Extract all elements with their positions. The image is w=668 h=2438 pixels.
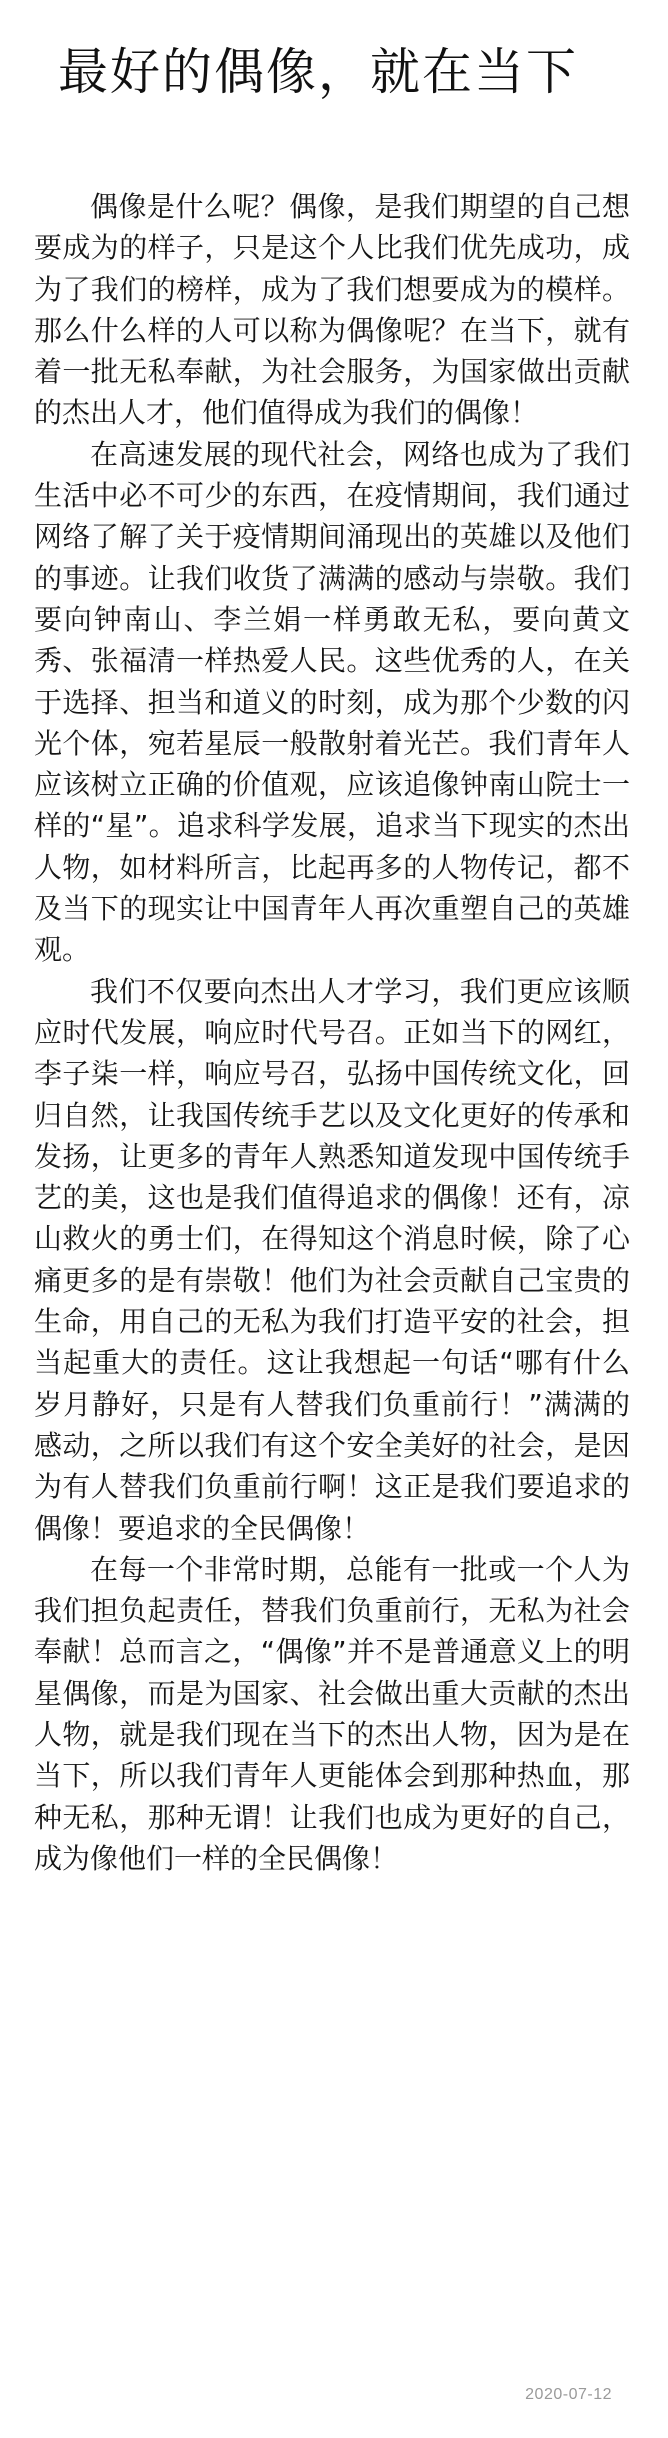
essay-paragraph-2: 在高速发展的现代社会，网络也成为了我们生活中必不可少的东西，在疫情期间，我们通过网络了解了关于疫情期间涌现出的英雄以及他们的事迹。让我们收货了满满的感动与崇敬。我们要向钟南山、李兰娟一样勇敢无私，要向黄文秀、张福清一样热爱人民。这些优秀的人，在关于选择、担当和道义的时刻，成为那个少数的闪光个体，宛若星辰一般散射着光芒。我们青年人应该树立正确的价值观，应该追像钟南山院士一样的“星”。追求科学发展，追求当下现实的杰出人物，如材料所言，比起再多的人物传记，都不及当下的现实让中国青年人再次重塑自己的英雄观。 (34, 437, 630, 967)
essay-paragraph-3: 我们不仅要向杰出人才学习，我们更应该顺应时代发展，响应时代号召。正如当下的网红，李子柒一样，响应号召，弘扬中国传统文化，回归自然，让我国传统手艺以及文化更好的传承和发扬，让更多的青年人熟悉知道发现中国传统手艺的美，这也是我们值得追求的偶像！还有，凉山救火的勇士们，在得知这个消息时候，除了心痛更多的是有崇敬！他们为社会贡献自己宝贵的生命，用自己的无私为我们打造平安的社会，担当起重大的责任。这让我想起一句话“哪有什么岁月静好，只是有人替我们负重前行！”满满的感动，之所以我们有这个安全美好的社会，是因为有人替我们负重前行啊！这正是我们要追求的偶像！要追求的全民偶像！ (34, 974, 630, 1545)
essay-paragraph-1: 偶像是什么呢？偶像，是我们期望的自己想要成为的样子，只是这个人比我们优先成功，成为了我们的榜样，成为了我们想要成为的模样。那么什么样的人可以称为偶像呢？在当下，就有着一批无私奉献，为社会服务，为国家做出贡献的杰出人才，他们值得成为我们的偶像！ (34, 190, 630, 430)
essay-body (34, 186, 630, 1879)
essay-paragraph-4: 在每一个非常时期，总能有一批或一个人为我们担负起责任，替我们负重前行，无私为社会奉献！总而言之，“偶像”并不是普通意义上的明星偶像，而是为国家、社会做出重大贡献的杰出人物，就是我们现在当下的杰出人物，因为是在当下，所以我们青年人更能体会到那种热血，那种无私，那种无谓！让我们也成为更好的自己，成为像他们一样的全民偶像！ (34, 1552, 630, 1875)
essay-title: 最好的偶像，就在当下 (58, 43, 578, 101)
essay-date: 2020-07-12 (525, 2386, 612, 2403)
